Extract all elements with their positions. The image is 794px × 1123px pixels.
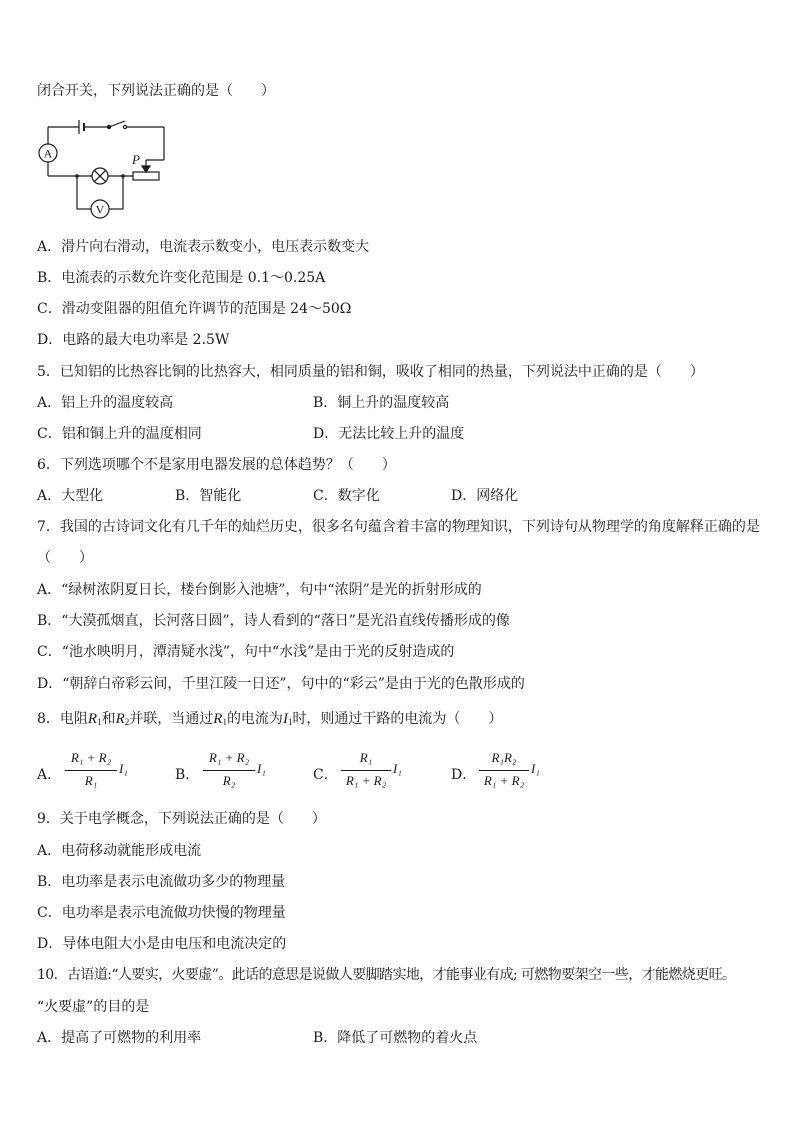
q9-option-a: A．电荷移动就能形成电流 bbox=[37, 843, 202, 859]
junction-dot-left bbox=[75, 174, 79, 178]
q7-option-b: B．“大漠孤烟直，长河落日圆”，诗人看到的“落日”是光沿直线传播形成的像 bbox=[37, 613, 510, 629]
junction-dot-right bbox=[121, 174, 125, 178]
q8-stem: 8．电阻$R_1$和$R_2$并联，当通过$R_1$的电流为$I_1$时，则通过干路的电流为（ ） bbox=[37, 711, 503, 727]
q9-option-b: B．电功率是表示电流做功多少的物理量 bbox=[37, 874, 286, 890]
q5-option-d: D．无法比较上升的温度 bbox=[313, 426, 465, 442]
rheostat bbox=[133, 172, 159, 180]
q9-option-d: D．导体电阻大小是由电压和电流决定的 bbox=[37, 936, 287, 952]
q7-option-d: D．“朝辞白帝彩云间，千里江陵一日还”，句中的“彩云”是由于光的色散形成的 bbox=[37, 676, 525, 692]
q6-option-d: D．网络化 bbox=[451, 488, 519, 504]
q5-stem: 5．已知铝的比热容比铜的比热容大，相同质量的铝和铜，吸收了相同的热量，下列说法中正确的是（ ） bbox=[37, 364, 704, 380]
symbol-r1: $R_1$ bbox=[87, 711, 102, 727]
q9-stem: 9．关于电学概念，下列说法正确的是（ ） bbox=[37, 811, 326, 827]
q10-stem: 10．古语道:“人要实，火要虚”。此话的意思是说做人要脚踏实地，才能事业有成; 可燃物要架空一些，才能燃烧更旺。 bbox=[37, 967, 736, 983]
symbol-r1: $R_1$ bbox=[213, 711, 227, 727]
q8-options: A． R₁ + R₂ R₁ I₁ B． R₁ + R₂ R₂ I₁ C． R₁ R₁ + R₂ I₁ D． R₁R₂ R₁ + R₂ I₁ bbox=[37, 750, 540, 788]
slider-label: P bbox=[132, 152, 140, 167]
q6-option-b: B．智能化 bbox=[175, 488, 242, 504]
q4-option-b: B．电流表的示数允许变化范围是 0.1～0.25A bbox=[37, 270, 326, 286]
slider-arrow bbox=[142, 166, 150, 172]
q4-option-d: D．电路的最大电功率是 2.5W bbox=[37, 332, 230, 348]
q10-option-a: A．提高了可燃物的利用率 bbox=[37, 1030, 202, 1046]
q4-stem: 闭合开关，下列说法正确的是（ ） bbox=[37, 83, 275, 99]
q7-stem-cont: （ ） bbox=[37, 550, 93, 566]
q4-option-a: A．滑片向右滑动，电流表示数变小，电压表示数变大 bbox=[37, 239, 370, 255]
symbol-r2: $R_2$ bbox=[115, 711, 130, 727]
circuit-diagram bbox=[37, 116, 177, 220]
q10-option-b: B．降低了可燃物的着火点 bbox=[313, 1030, 478, 1046]
ammeter-label: A bbox=[43, 146, 53, 161]
q7-stem: 7．我国的古诗词文化有几千年的灿烂历史，很多名句蕴含着丰富的物理知识，下列诗句从物理学的角度解释正确的是 bbox=[37, 519, 760, 535]
q10-stem-cont: “火要虚”的目的是 bbox=[37, 999, 150, 1015]
q7-option-a: A．“绿树浓阴夏日长，楼台倒影入池塘”，句中“浓阴”是光的折射形成的 bbox=[37, 582, 482, 598]
symbol-i1: $I_1$ bbox=[282, 711, 293, 727]
q5-option-b: B．铜上升的温度较高 bbox=[313, 395, 450, 411]
q4-option-c: C．滑动变阻器的阻值允许调节的范围是 24～50Ω bbox=[37, 301, 352, 317]
q6-stem: 6．下列选项哪个不是家用电器发展的总体趋势？（ ） bbox=[37, 457, 396, 473]
q6-option-a: A．大型化 bbox=[37, 488, 104, 504]
q7-option-c: C．“池水映明月，潭清疑水浅”，句中“水浅”是由于光的反射造成的 bbox=[37, 644, 455, 660]
voltmeter-label: V bbox=[95, 202, 105, 217]
switch-contact bbox=[123, 125, 126, 128]
q5-option-a: A．铝上升的温度较高 bbox=[37, 395, 174, 411]
q5-option-c: C．铝和铜上升的温度相同 bbox=[37, 426, 202, 442]
switch-blade bbox=[109, 121, 125, 127]
q6-option-c: C．数字化 bbox=[313, 488, 380, 504]
q9-option-c: C．电功率是表示电流做功快慢的物理量 bbox=[37, 905, 286, 921]
